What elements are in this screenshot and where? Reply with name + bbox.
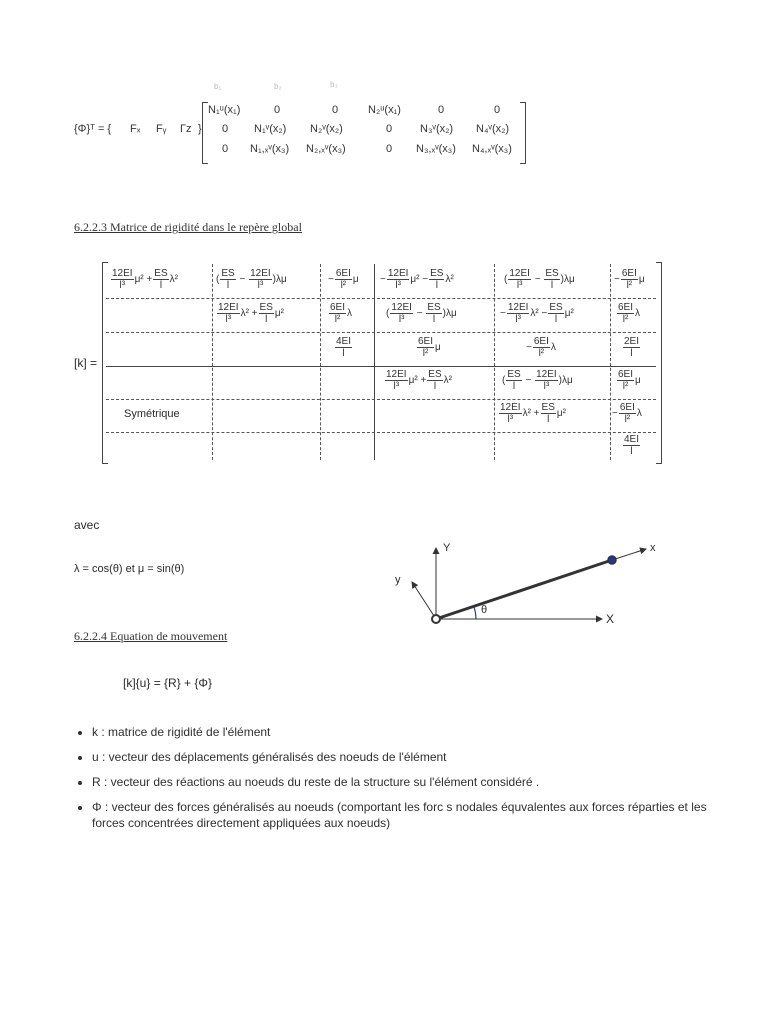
- matrix-entry: ( $\frac{12EI}{\text{l³}}$ − $\frac{ES}{l}$ )λμ: [504, 268, 575, 291]
- n-cell: N₁,ₓᵛ(x₃): [250, 143, 290, 155]
- n-cell: N₁ᵛ(x₂): [254, 123, 287, 135]
- n-cell: 0: [494, 104, 501, 116]
- matrix-entry: $\frac{6EI}{\text{l²}}$ λ: [330, 302, 353, 325]
- section-heading-624: 6.2.2.4 Equation de mouvement: [74, 629, 228, 643]
- theta-label: θ: [481, 604, 488, 616]
- n-cell: N₃ᵛ(x₂): [420, 123, 454, 135]
- local-y-axis: [412, 582, 436, 619]
- matrix-entry: − $\frac{12EI}{\text{l³}}$ λ² − $\frac{ES}{l}$ μ²: [500, 302, 574, 325]
- avec-label: avec: [74, 518, 100, 532]
- grid-line: [106, 399, 656, 400]
- matrix-entry: $\frac{6EI}{\text{l²}}$ μ: [618, 369, 641, 392]
- matrix-entry: $\frac{2EI}{l}$: [624, 336, 640, 359]
- matrix-entry: $\frac{4EI}{l}$: [624, 434, 640, 457]
- phi-vector-gz: Γz: [180, 123, 192, 135]
- phi-vector-fx: Fₓ: [130, 123, 141, 135]
- column-label: b₁: [214, 82, 222, 91]
- column-label: b₂: [274, 82, 282, 91]
- axis-label-Y: Y: [443, 542, 451, 554]
- n-cell: 0: [386, 123, 393, 135]
- definitions-list: [74, 724, 722, 840]
- phi-vector-fy: Fᵧ: [156, 123, 167, 135]
- n-cell: N₁ᵘ(x₁): [208, 104, 241, 116]
- n-cell: 0: [438, 104, 445, 116]
- n-cell: N₄,ₓᵛ(x₃): [472, 143, 512, 155]
- matrix-entry: $\frac{12EI}{\text{l³}}$ μ² + $\frac{ES}{l}$ λ²: [112, 268, 178, 291]
- local-x-axis: [612, 549, 646, 560]
- phi-equation: [74, 102, 544, 164]
- node-start: [432, 615, 440, 623]
- stiffness-matrix: [102, 262, 664, 466]
- grid-line: [106, 432, 656, 433]
- matrix-entry: ( $\frac{ES}{l}$ − $\frac{12EI}{\text{l³}}$ )λμ: [502, 369, 573, 392]
- matrix-entry: − $\frac{6EI}{\text{l²}}$ λ: [612, 402, 642, 425]
- matrix-entry: ( $\frac{ES}{l}$ − $\frac{12EI}{\text{l³}}$ )λμ: [216, 268, 287, 291]
- matrix-entry: $\frac{12EI}{\text{l³}}$ λ² + $\frac{ES}{l}$ μ²: [500, 402, 566, 425]
- theta-arc: [474, 607, 476, 619]
- phi-vector-close: }: [198, 123, 202, 135]
- stiffness-right-bracket: [656, 262, 662, 464]
- grid-line: [494, 264, 495, 460]
- matrix-entry: − $\frac{6EI}{\text{l²}}$ μ: [614, 268, 645, 291]
- n-cell: 0: [222, 123, 229, 135]
- n-cell: 0: [222, 143, 229, 155]
- matrix-entry: $\frac{4EI}{l}$: [336, 336, 352, 359]
- matrix-entry: − $\frac{6EI}{\text{l²}}$ λ: [526, 336, 556, 359]
- column-label: b₃: [330, 80, 338, 89]
- element-bar: [436, 560, 612, 619]
- matrix-entry: $\frac{6EI}{\text{l²}}$ λ: [618, 302, 641, 325]
- list-item: • Φ : vecteur des forces généralisés au noeuds (comportant les forc s nodales équvalentes aux forces réparties et les forces concentrées directement appliquées aux noeuds): [92, 799, 722, 831]
- stiffness-lhs: [k] =: [74, 356, 98, 370]
- grid-line: [106, 298, 656, 299]
- axis-label-y: y: [395, 574, 401, 586]
- list-item: • u : vecteur des déplacements généralisés des noeuds de l'élément: [92, 749, 722, 765]
- matrix-entry: $\frac{6EI}{\text{l²}}$ μ: [418, 336, 441, 359]
- coordinate-diagram: [380, 536, 670, 636]
- n-cell: 0: [386, 143, 393, 155]
- n-cell: 0: [274, 104, 281, 116]
- node-end: [608, 556, 616, 564]
- matrix-entry: $\frac{12EI}{\text{l³}}$ μ² + $\frac{ES}{l}$ λ²: [386, 369, 452, 392]
- grid-line: [212, 264, 213, 460]
- n-cell: N₃,ₓᵛ(x₃): [416, 143, 456, 155]
- stiffness-left-bracket: [102, 262, 108, 464]
- list-item: • k : matrice de rigidité de l'élément: [92, 724, 722, 740]
- grid-line: [106, 332, 656, 333]
- matrix-entry: ( $\frac{12EI}{\text{l³}}$ − $\frac{ES}{l}$ )λμ: [386, 302, 457, 325]
- n-cell: N₂,ₓᵛ(x₃): [306, 143, 346, 155]
- n-cell: N₄ᵛ(x₂): [476, 123, 510, 135]
- list-item: • R : vecteur des réactions au noeuds du reste de la structure su l'élément considéré .: [92, 774, 722, 790]
- n-cell: 0: [332, 104, 339, 116]
- n-cell: N₂ᵘ(x₁): [368, 104, 401, 116]
- matrix-entry: − $\frac{12EI}{\text{l³}}$ μ² − $\frac{ES}{l}$ λ²: [380, 268, 454, 291]
- n-cell: N₂ᵛ(x₂): [310, 123, 343, 135]
- matrix-entry: $\frac{12EI}{\text{l³}}$ λ² + $\frac{ES}{l}$ μ²: [218, 302, 284, 325]
- phi-lhs: {Φ}ᵀ = {: [74, 123, 112, 135]
- grid-line: [320, 264, 321, 460]
- matrix-right-bracket: [520, 102, 526, 164]
- section-heading-623: 6.2.2.3 Matrice de rigidité dans le repère global: [74, 220, 302, 234]
- lambda-mu-definition: λ = cos(θ) et μ = sin(θ): [74, 563, 185, 575]
- symmetric-label: Symétrique: [124, 408, 180, 420]
- grid-line: [374, 264, 375, 460]
- matrix-entry: − $\frac{6EI}{\text{l²}}$ μ: [328, 268, 359, 291]
- motion-equation: [k]{u} = {R} + {Φ}: [123, 676, 212, 690]
- grid-line: [106, 366, 656, 367]
- grid-line: [610, 264, 611, 460]
- axis-label-X: X: [606, 612, 615, 626]
- axis-label-x: x: [650, 542, 656, 554]
